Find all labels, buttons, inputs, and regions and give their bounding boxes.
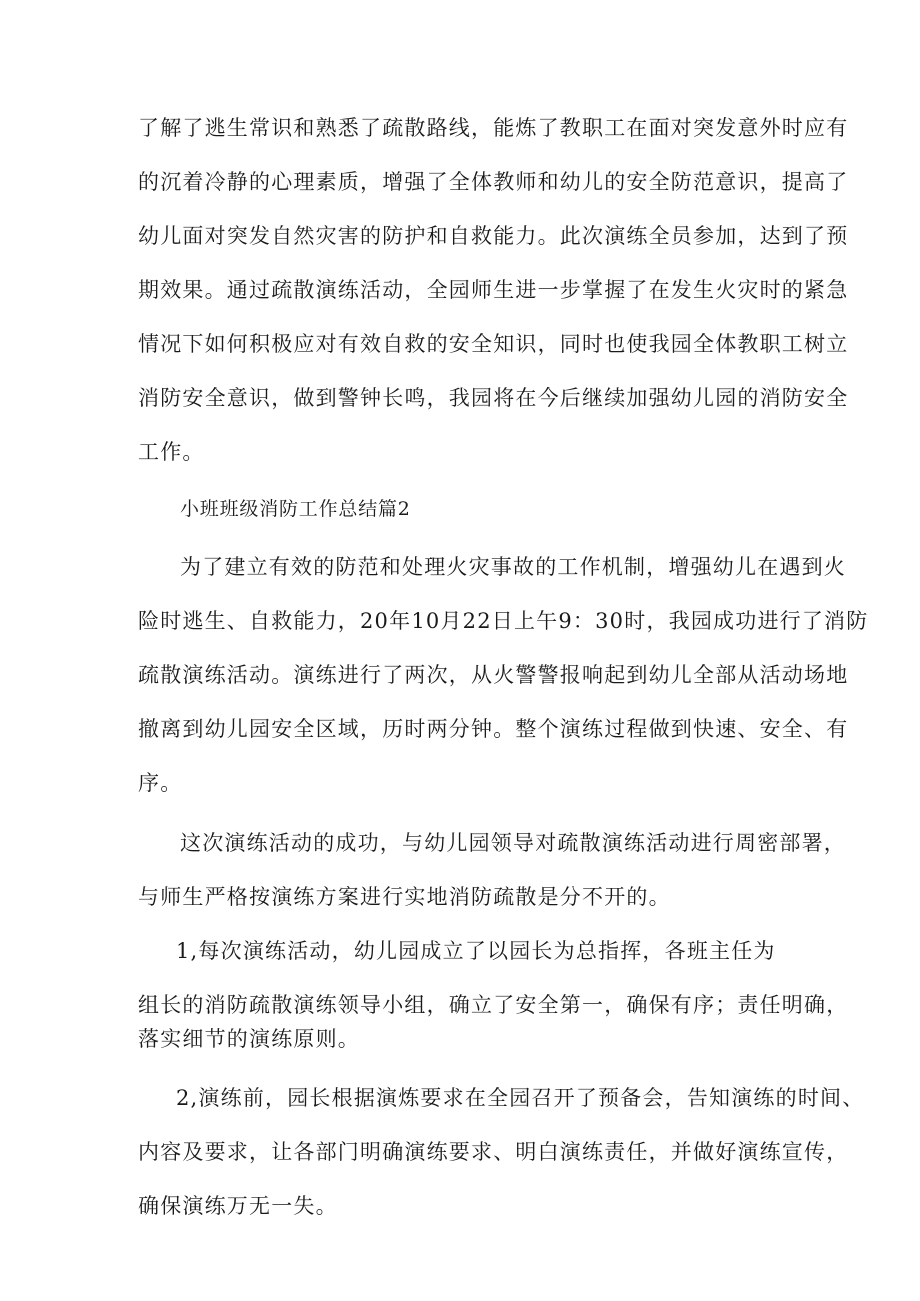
paragraph3-line: 与师生严格按演练方案进行实地消防疏散是分不开的。 — [138, 885, 671, 909]
paragraph1-line: 幼儿面对突发自然灾害的防护和自救能力。此次演练全员参加，达到了预 — [138, 224, 849, 248]
paragraph1-line: 情况下如何积极应对有效自救的安全知识，同时也使我园全体教职工树立 — [138, 332, 849, 356]
paragraph2-line: 撤离到幼儿园安全区域，历时两分钟。整个演练过程做到快速、安全、有 — [138, 717, 849, 741]
paragraph2-line: 为了建立有效的防范和处理火灾事故的工作机制，增强幼儿在遇到火 — [180, 555, 846, 579]
item2-line: 内容及要求，让各部门明确演练要求、明白演练责任，并做好演练宣传， — [138, 1140, 849, 1164]
paragraph1-line: 了解了逃生常识和熟悉了疏散路线，能炼了教职工在面对突发意外时应有 — [138, 116, 849, 140]
paragraph2-line: 疏散演练活动。演练进行了两次，从火警警报响起到幼儿全部从活动场地 — [138, 663, 849, 687]
item2-line: 确保演练万无一失。 — [138, 1194, 338, 1218]
paragraph1-line: 消防安全意识，做到警钟长鸣，我园将在今后继续加强幼儿园的消防安全 — [138, 386, 849, 410]
paragraph3-line: 这次演练活动的成功，与幼儿园领导对疏散演练活动进行周密部署， — [180, 831, 846, 855]
item1-line: 落实细节的演练原则。 — [138, 1027, 360, 1051]
section-heading: 小班班级消防工作总结篇2 — [180, 498, 411, 520]
item1-line: 1,每次演练活动，幼儿园成立了以园长为总指挥，各班主任为 — [176, 939, 776, 963]
paragraph1-line: 的沉着冷静的心理素质，增强了全体教师和幼儿的安全防范意识，提高了 — [138, 170, 849, 194]
paragraph2-line: 险时逃生、自救能力，20年10月22日上午9：30时，我园成功进行了消防 — [138, 609, 869, 633]
item1-line: 组长的消防疏散演练领导小组，确立了安全第一，确保有序；责任明确， — [138, 993, 849, 1017]
paragraph2-line: 序。 — [138, 771, 183, 795]
paragraph1-line: 工作。 — [138, 440, 205, 464]
item2-line: 2,演练前，园长根据演炼要求在全园召开了预备会，告知演练的时间、 — [176, 1086, 865, 1110]
paragraph1-line: 期效果。通过疏散演练活动，全园师生进一步掌握了在发生火灾时的紧急 — [138, 278, 849, 302]
